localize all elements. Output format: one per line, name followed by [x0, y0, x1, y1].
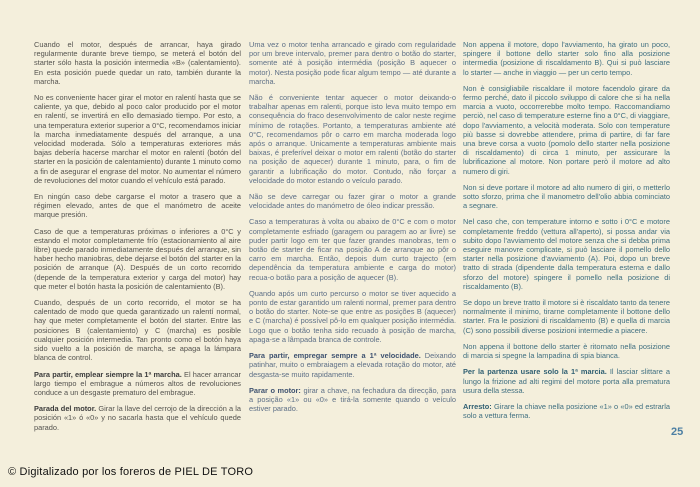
- portuguese-stop-note: [249, 386, 456, 414]
- italian-paragraph-1: Non appena il motore, dopo l'avviamento, ha girato un poco, spingere il bottone dello starter solo fino alla posizione intermedia (posizione di riscaldamento B). Qui si può lasciare lo starter — anche in viaggio — per un certo tempo.: [463, 40, 670, 77]
- italian-paragraph-5: Se dopo un breve tratto il motore si è riscaldato tanto da tenere normalmente il minimo, tirarne completamente il bottone dello starter. Fra le posizioni di riscaldamento (B) e quella di marcia (C) sono possibili diverse posizioni intermedie a piacere.: [463, 298, 670, 335]
- spanish-start-note: [34, 370, 241, 398]
- portuguese-stop-text: girar a chave, na fechadura da direcção, para a posição «1» ou «0» e tirá-la somente quando o veículo estiver parado.: [249, 385, 456, 414]
- scan-credit: © Digitalizado por los foreros de PIEL DE TORO: [8, 466, 254, 478]
- italian-stop-text: Girare la chiave nella posizione «1» o «0» ed estrarla solo a vettura ferma.: [463, 401, 670, 421]
- spanish-paragraph-5: Cuando, después de un corto recorrido, el motor se ha calentado de modo que queda garantizado un ralentí normal, hay que meter completamente el botón del starter. Entre las posiciones B (calentamiento) y C (marcha) es posible cualquier posición intermedia. Tan pronto como el botón haya sido vuelto a la posición de marcha, se apaga la lámpara blanca de control.: [34, 298, 241, 363]
- portuguese-start-note: [249, 351, 456, 379]
- spanish-stop-note: [34, 404, 241, 432]
- spanish-column: [34, 40, 241, 439]
- portuguese-paragraph-2: Não é conveniente tentar aquecer o motor deixando-o trabalhar apenas em ralenti, porque isto leva muito tempo em consequência do fraco desenvolvimento de calor neste regime mínimo de rotações. Portanto, a temperaturas ambiente até 0°C, recomendamos pôr o carro em marcha moderada logo após o arranque. Unicamente a temperaturas ambiente mais baixas, é preferível deixar o motor em ralenti (botão do starter na posição de aquecer) durante 1 minuto, para, o fim de garantir a lubrificação do motor. Contudo, não forçar a velocidade do motor estando o veículo parado.: [249, 93, 456, 185]
- italian-paragraph-3: Non si deve portare il motore ad alto numero di giri, o metterlo sotto sforzo, prima che il manometro dell'olio abbia cominciato a segnare.: [463, 182, 670, 211]
- spanish-paragraph-1: Cuando el motor, después de arrancar, haya girado regularmente durante breve tiempo, se meterá el botón del starter sólo hasta la posición intermedia «B» (calentamiento). En esta posición puede quedar un rato, también durante la marcha.: [34, 40, 241, 86]
- spanish-stop-heading: Parada del motor.: [34, 404, 97, 414]
- italian-stop-note: [463, 402, 670, 420]
- italian-start-heading: Per la partenza usare solo la 1ª marcia.: [463, 367, 607, 377]
- spanish-paragraph-4: Caso de que a temperaturas próximas o inferiores a 0°C y estando el motor completamente frío (estacionamiento al aire libre) quede parado inmediatamente después del arranque, sin haber hecho maniobras, debe dejarse el botón del starter en la posición de arranque (A). Después de un corto recorrido (depende de la temperatura exterior y carga del motor) hay que meter el botón hasta la posición de calentamiento (B).: [34, 226, 241, 291]
- spanish-paragraph-2: No es conveniente hacer girar el motor en ralentí hasta que se caliente, ya que, debido al poco calor producido por el motor en ralentí, se invertirá en ello demasiado tiempo. Por esto, a una temperatura exterior superior a 0°C, recomendamos iniciar la marcha inmediatamente después del arranque, a una velocidad moderada. Sólo a temperaturas exteriores más bajas debería hacerse marchar el motor en ralentí (botón del starter en la posición de calentamiento) durante 1 minuto como a fin de asegurar el engrase del motor. No aumentar el número de revoluciones del motor cuando el vehículo está parado.: [34, 93, 241, 185]
- italian-paragraph-4: Nel caso che, con temperature intorno e sotto i 0°C e motore completamente freddo (vettura all'aperto), si possa andar via subito dopo l'avviamento del motore senza che si debba prima eseguire manovre complicate, si può lasciare il pomello dello starter nella posizione d'avviamento (A). Poi, dopo un breve tratto di strada (dipendente dalla temperatura esterna e dallo sforzo del motore) spingere il pomello nella posizione di riscaldamento (B).: [463, 217, 670, 291]
- portuguese-column: [249, 40, 456, 420]
- portuguese-paragraph-3: Não se deve carregar ou fazer girar o motor a grande velocidade antes do manómetro de óleo indicar pressão.: [249, 192, 456, 211]
- italian-start-note: [463, 367, 670, 395]
- italian-paragraph-2: Non è consigliabile riscaldare il motore facendolo girare da fermo perché, dato il piccolo sviluppo di calore che si ha nella marcia a vuoto, occorrerebbe molto tempo. Raccomandiamo perciò, nel caso di temperature esterne fino a 0°C, di viaggiare, dopo l'avviamento, a velocità moderata. Solo con temperature più basse si dovrebbe attendere, prima di partire, di far fare una breve corsa a vuoto (pomolo dello starter nella posizione di riscaldamento) di circa 1 minuto, per assicurare la lubrificazione al motore. Non portare però il motore ad alto numero di giri.: [463, 83, 670, 176]
- spanish-start-heading: Para partir, emplear siempre la 1ª marcha.: [34, 369, 182, 379]
- page-number: 25: [671, 426, 684, 438]
- spanish-paragraph-3: En ningún caso debe cargarse el motor a trasero que a régimen elevado, antes de que el manómetro de aceite marque presión.: [34, 192, 241, 220]
- italian-paragraph-6: Non appena il bottone dello starter è ritornato nella posizione di marcia si spegne la lampadina di spia bianca.: [463, 341, 670, 361]
- italian-column: [463, 40, 670, 427]
- spanish-start-text: El hacer arrancar largo tiempo el embrague a números altos de revoluciones conduce a un desgaste prematuro del embrague.: [34, 369, 241, 397]
- italian-start-text: Il lasciar slittare a lungo la frizione ad alti regimi del motore porta alla prematura usura della stessa.: [463, 367, 671, 395]
- portuguese-paragraph-1: Uma vez o motor tenha arrancado e girado com regularidade por um breve intervalo, premer para dentro o botão do starter, somente até à posição intermédia (posição B aquecer o motor). Nesta posição pode ficar algum tempo — até durante a marcha.: [249, 40, 456, 86]
- portuguese-paragraph-4: Caso a temperaturas à volta ou abaixo de 0°C e com o motor completamente esfriado (garagem ou paragem ao ar livre) se puder partir logo em ter que fazer grandes manobras, tem o botão de starter de ficar na posição A de arranque ao pôr o carro em marcha. Então, depois dum curto trajecto (em dependência da temperatura ambiente e carga do motor) recua-o botão para a posição de aquecer (B).: [249, 217, 456, 282]
- spanish-stop-text: Girar la llave del cerrojo de la dirección a la posición «1» ó «0» y no sacarla hasta que el vehículo quede parado.: [34, 404, 241, 432]
- portuguese-start-heading: Para partir, empregar sempre a 1ª velocidade.: [249, 351, 421, 361]
- italian-stop-heading: Arresto:: [463, 401, 492, 411]
- portuguese-start-text: Deixando patinhar, muito o embraiagem a elevada rotação do motor, até desgasta-se muito rapidamente.: [249, 351, 456, 379]
- portuguese-paragraph-5: Quando após um curto percurso o motor se tiver aquecido a ponto de estar garantido um ralenti normal, premer para dentro o botão do starter. Note-se que entre as posições B (aquecer) e C (marcha) é possível pô-lo em qualquer posição intermédia. Logo que o botão tenha sido recuado à posição de marcha, apaga-se a lâmpada branca de controle.: [249, 288, 456, 344]
- portuguese-stop-heading: Parar o motor:: [249, 385, 301, 395]
